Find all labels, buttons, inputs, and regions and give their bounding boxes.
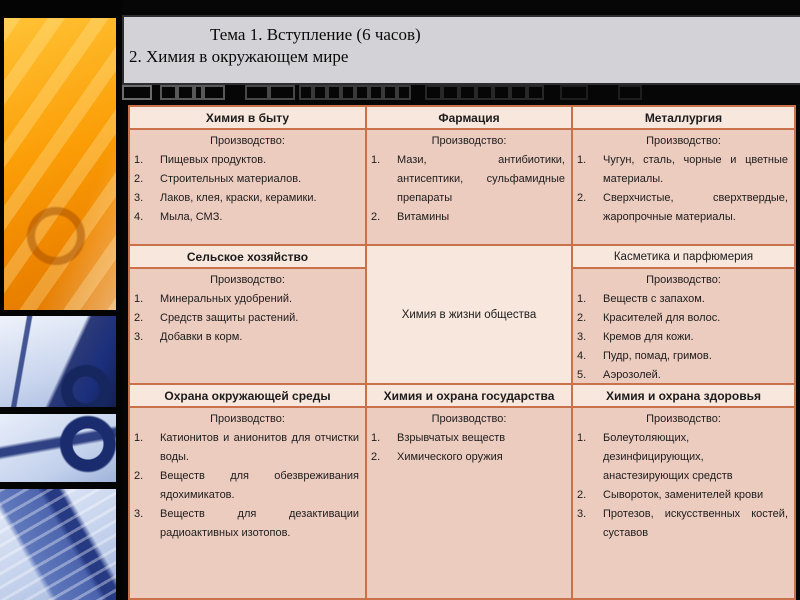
production-label: Производство: [646, 135, 721, 147]
production-label: Производство: [210, 274, 285, 286]
list-item-number: 2. [577, 192, 587, 204]
list-item [130, 151, 365, 170]
cell-environment [130, 408, 365, 598]
list-item-text: Мази, антибиотики, антисептики, сульфамидные препараты [397, 154, 565, 204]
list-item-text: Взрывчатых веществ [397, 432, 506, 444]
item-list [573, 429, 794, 543]
decorative-box [383, 85, 397, 100]
item-list [130, 151, 365, 227]
list-item-number: 2. [134, 173, 144, 185]
list-item-number: 1. [577, 432, 587, 444]
list-item-number: 4. [577, 350, 587, 362]
list-item-text: Химического оружия [397, 451, 503, 463]
list-item [130, 505, 365, 543]
list-item [367, 151, 571, 208]
list-item-number: 2. [134, 312, 144, 324]
decorative-box [177, 85, 194, 100]
cell-agriculture [130, 269, 365, 383]
list-item-text: Веществ с запахом. [603, 293, 705, 305]
header-household: Химия в быту [130, 107, 365, 128]
production-label: Производство: [646, 274, 721, 286]
list-item-number: 1. [577, 293, 587, 305]
orange-stethoscope-photo [4, 18, 116, 310]
list-item [573, 290, 794, 309]
list-item-number: 2. [134, 470, 144, 482]
slide-title-bar [122, 15, 800, 85]
decorative-box [527, 85, 544, 100]
list-item-text: Строительных материалов. [160, 173, 302, 185]
decorative-box [397, 85, 411, 100]
cell-metallurgy [573, 130, 794, 244]
list-item [573, 429, 794, 486]
item-list [130, 429, 365, 543]
list-item-number: 2. [371, 211, 381, 223]
item-list [367, 151, 571, 227]
decorative-box [313, 85, 327, 100]
title-line-1: Тема 1. Вступление (6 часов) [210, 25, 421, 44]
header-health: Химия и охрана здоровья [573, 385, 794, 406]
list-item [130, 309, 365, 328]
list-item-text: Средств защиты растений. [160, 312, 299, 324]
list-item-text: Лаков, клея, краски, керамики. [160, 192, 317, 204]
chemistry-table [128, 105, 796, 600]
decorative-box [369, 85, 383, 100]
list-item [130, 170, 365, 189]
list-item-text: Сывороток, заменителей крови [603, 489, 764, 501]
center-cell-society: Химия в жизни общества [367, 246, 571, 383]
list-item [573, 328, 794, 347]
production-label: Производство: [431, 413, 507, 425]
list-item-number: 2. [371, 451, 381, 463]
decorative-box [160, 85, 177, 100]
list-item [367, 448, 571, 467]
decorative-box [493, 85, 510, 100]
list-item-text: Веществ для обезвреживания ядохимикатов. [160, 470, 359, 501]
list-item [130, 467, 365, 505]
item-list [130, 290, 365, 347]
title-line-2: 2. Химия в окружающем мире [129, 47, 349, 66]
decorative-box [194, 85, 203, 100]
list-item-text: Катионитов и анионитов для отчистки воды. [160, 432, 359, 463]
decorative-box [510, 85, 527, 100]
list-item-number: 3. [577, 331, 587, 343]
list-item-number: 3. [134, 192, 144, 204]
cell-state [367, 408, 571, 598]
list-item-number: 3. [577, 508, 587, 520]
list-item [573, 151, 794, 189]
list-item-number: 3. [134, 508, 144, 520]
decorative-box [425, 85, 442, 100]
decorative-box [122, 85, 152, 100]
list-item [573, 189, 794, 227]
list-item [573, 309, 794, 328]
list-item [130, 429, 365, 467]
list-item-number: 2. [577, 489, 587, 501]
list-item-text: Пудр, помад, гримов. [603, 350, 712, 362]
item-list [367, 429, 571, 467]
decorative-box [299, 85, 313, 100]
list-item [130, 208, 365, 227]
item-list [573, 151, 794, 227]
sidebar-image-strip [0, 0, 122, 600]
list-item-number: 1. [134, 154, 144, 166]
list-item-number: 3. [134, 331, 144, 343]
header-metallurgy: Металлургия [573, 107, 794, 128]
list-item-number: 1. [134, 432, 144, 444]
cell-household [130, 130, 365, 244]
list-item-number: 5. [577, 369, 587, 381]
list-item [573, 366, 794, 383]
cell-health [573, 408, 794, 598]
production-label: Производство: [431, 135, 507, 147]
list-item-text: Кремов для кожи. [603, 331, 694, 343]
header-pharmacy: Фармация [367, 107, 571, 128]
list-item [367, 429, 571, 448]
list-item-number: 4. [134, 211, 144, 223]
list-item-text: Минеральных удобрений. [160, 293, 293, 305]
list-item-text: Сверхчистые, сверхтвердые, жаропрочные материалы. [603, 192, 788, 223]
decorative-box [442, 85, 459, 100]
list-item [130, 189, 365, 208]
production-label: Производство: [210, 135, 285, 147]
list-item-text: Аэрозолей. [603, 369, 661, 381]
list-item-text: Веществ для дезактивации радиоактивных изотопов. [160, 508, 359, 539]
blue-magnifier-photo [0, 414, 116, 482]
list-item-text: Протезов, искусственных костей, суставов [603, 508, 788, 539]
item-list [573, 290, 794, 383]
decorative-box [327, 85, 341, 100]
header-agriculture: Сельское хозяйство [130, 246, 365, 267]
decorative-box [245, 85, 269, 100]
list-item-text: Мыла, СМЗ. [160, 211, 223, 223]
decorative-box-row [122, 85, 642, 100]
decorative-box [618, 85, 642, 100]
list-item-number: 1. [371, 154, 381, 166]
blue-stethoscope-photo [0, 316, 116, 407]
list-item-text: Добавки в корм. [160, 331, 243, 343]
cell-pharmacy [367, 130, 571, 244]
decorative-box [269, 85, 295, 100]
production-label: Производство: [646, 413, 721, 425]
header-environment: Охрана окружающей среды [130, 385, 365, 406]
list-item-text: Чугун, сталь, чорные и цветные материалы. [603, 154, 788, 185]
decorative-box [476, 85, 493, 100]
list-item [130, 328, 365, 347]
cell-cosmetics [573, 269, 794, 383]
list-item [130, 290, 365, 309]
list-item-text: Красителей для волос. [603, 312, 721, 324]
list-item [573, 505, 794, 543]
blue-syringe-photo [0, 489, 116, 600]
decorative-box [560, 85, 588, 100]
decorative-box [203, 85, 225, 100]
header-state: Химия и охрана государства [367, 385, 571, 406]
production-label: Производство: [210, 413, 285, 425]
list-item [367, 208, 571, 227]
decorative-box [355, 85, 369, 100]
list-item-number: 1. [134, 293, 144, 305]
header-cosmetics: Касметика и парфюмерия [573, 246, 794, 267]
list-item [573, 347, 794, 366]
list-item-text: Витамины [397, 211, 450, 223]
list-item-text: Пищевых продуктов. [160, 154, 267, 166]
list-item-text: Болеутоляющих, дезинфицирующих, анастезирующих средств [603, 432, 733, 482]
list-item [573, 486, 794, 505]
list-item-number: 1. [371, 432, 381, 444]
list-item-number: 2. [577, 312, 587, 324]
decorative-box [459, 85, 476, 100]
list-item-number: 1. [577, 154, 587, 166]
decorative-box [341, 85, 355, 100]
